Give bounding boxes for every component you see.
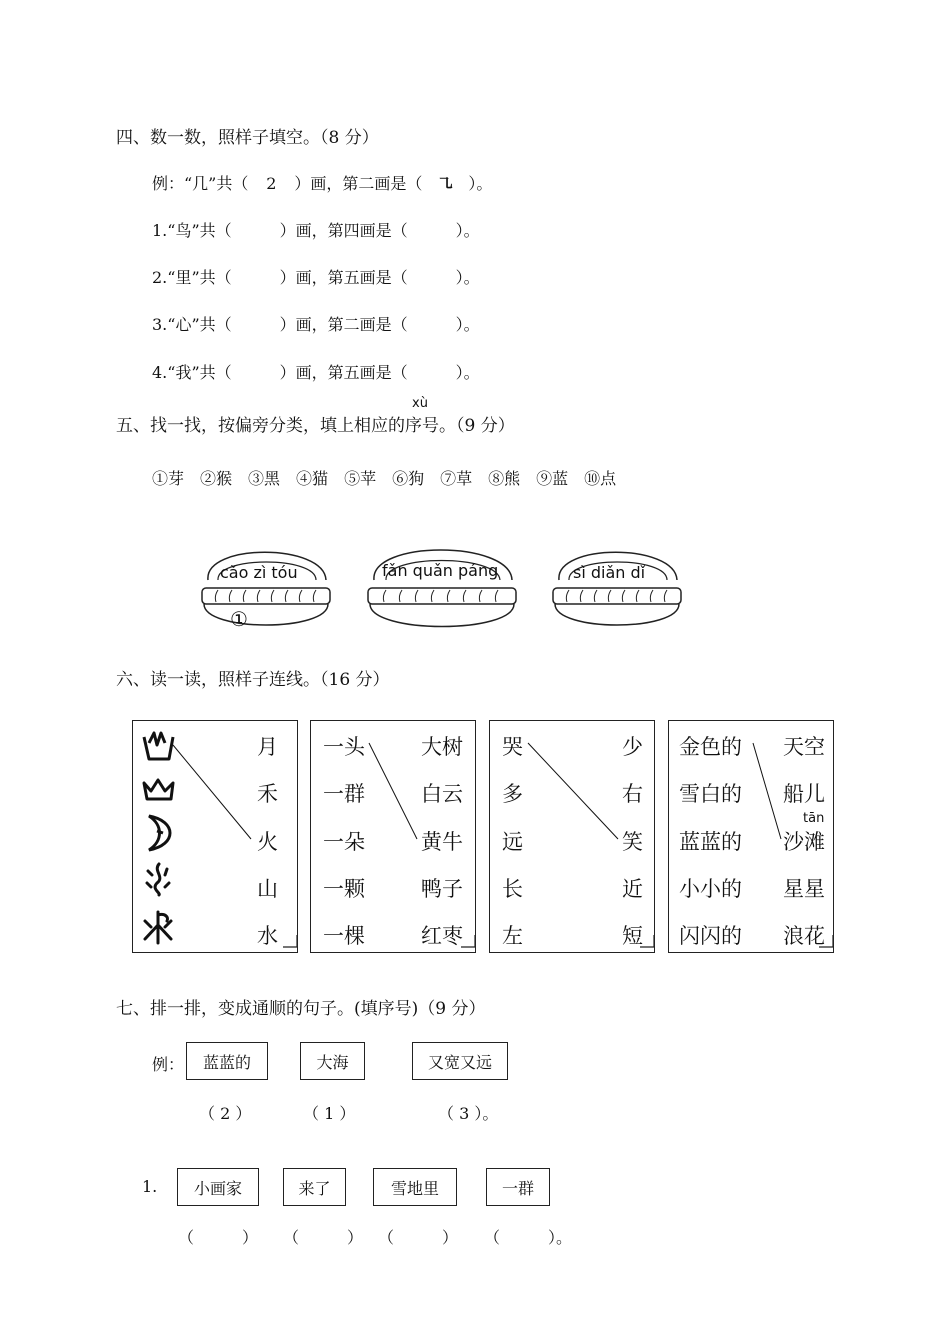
- word-card: 大海: [300, 1042, 365, 1080]
- match-left-word[interactable]: 一棵: [323, 924, 365, 948]
- match-panel-opposites: [489, 720, 655, 953]
- match-left-word[interactable]: 小小的: [679, 877, 742, 901]
- match-left-word[interactable]: 一头: [323, 735, 365, 759]
- pinyin-ruby: xù: [412, 396, 428, 411]
- match-right-word[interactable]: 禾: [257, 782, 278, 806]
- match-left-word[interactable]: 长: [502, 877, 523, 901]
- match-right-word[interactable]: 山: [257, 877, 278, 901]
- example-end: ）。: [468, 174, 493, 193]
- basket-icon: [547, 538, 687, 638]
- question-number: 1.: [142, 1177, 158, 1196]
- match-left-word[interactable]: 左: [502, 924, 523, 948]
- match-left-word[interactable]: 闪闪的: [679, 924, 742, 948]
- word-card: 一群: [486, 1168, 550, 1206]
- match-right-word[interactable]: 鸭子: [421, 877, 463, 901]
- match-right-word[interactable]: 笑: [622, 830, 643, 854]
- word-card: 来了: [283, 1168, 346, 1206]
- char-option: ⑦草: [440, 469, 473, 488]
- answer-blank[interactable]: （ ）: [283, 1228, 364, 1247]
- example-mid: ）画，第二画是（: [294, 174, 423, 193]
- match-right-word[interactable]: 火: [257, 830, 278, 854]
- answer-blank[interactable]: （ ）: [178, 1228, 259, 1247]
- answer-blank[interactable]: （ ）: [378, 1228, 459, 1247]
- match-left-word[interactable]: 一群: [323, 782, 365, 806]
- match-right-word[interactable]: 水: [257, 924, 278, 948]
- example-connector-line: [311, 721, 477, 954]
- example-order: （ 1 ）: [303, 1104, 356, 1123]
- match-panel-glyphs: [132, 720, 298, 953]
- section4-item: 2.“里”共（ ）画，第五画是（ ）。: [152, 268, 480, 287]
- match-left-word[interactable]: 多: [502, 782, 523, 806]
- match-right-word[interactable]: 白云: [421, 782, 463, 806]
- match-right-word[interactable]: 大树: [421, 735, 463, 759]
- match-right-word[interactable]: 船儿: [783, 782, 825, 806]
- match-left-word[interactable]: 蓝蓝的: [679, 830, 742, 854]
- match-panel-measure-words: [310, 720, 476, 953]
- match-left-word[interactable]: 远: [502, 830, 523, 854]
- example-order: （ 2 ）: [199, 1104, 252, 1123]
- match-left-word[interactable]: 金色的: [679, 735, 742, 759]
- section5-title: 五、找一找，按偏旁分类，填上相应的序号。（9 分）: [116, 416, 515, 436]
- basket-answer: ①: [230, 607, 248, 631]
- char-option: ③黑: [248, 469, 281, 488]
- match-left-word[interactable]: 一朵: [323, 830, 365, 854]
- match-right-word[interactable]: 近: [622, 877, 643, 901]
- char-option: ①芽: [152, 469, 185, 488]
- example-connector-line: [133, 721, 299, 954]
- char-option: ⑩点: [584, 469, 617, 488]
- match-right-word[interactable]: 短: [622, 924, 643, 948]
- example-prefix: 例：“几”共（: [152, 174, 249, 193]
- section4-title: 四、数一数，照样子填空。（8 分）: [116, 128, 379, 148]
- match-right-word[interactable]: 沙滩: [783, 830, 825, 854]
- example-label: 例：: [152, 1055, 185, 1074]
- basket-label: fǎn quǎn páng: [382, 561, 499, 580]
- match-right-word[interactable]: 星星: [783, 877, 825, 901]
- basket-label: sì diǎn dǐ: [573, 563, 646, 582]
- basket-icon: [362, 536, 522, 636]
- basket-icon: [196, 538, 336, 638]
- example-order: （ 3 ）。: [438, 1104, 499, 1123]
- match-right-word[interactable]: 月: [257, 735, 278, 759]
- basket-label: cǎo zì tóu: [220, 563, 298, 582]
- example-stroke: ㇈: [437, 174, 454, 193]
- char-option: ⑧熊: [488, 469, 521, 488]
- char-option: ⑤苹: [344, 469, 377, 488]
- match-left-word[interactable]: 哭: [502, 735, 523, 759]
- section4-item: 1.“鸟”共（ ）画，第四画是（ ）。: [152, 221, 480, 240]
- char-option: ⑨蓝: [536, 469, 569, 488]
- char-option: ⑥狗: [392, 469, 425, 488]
- match-left-word[interactable]: 雪白的: [679, 782, 742, 806]
- match-right-word[interactable]: 浪花: [783, 924, 825, 948]
- section7-title: 七、排一排，变成通顺的句子。(填序号)（9 分）: [116, 999, 486, 1019]
- char-option: ④猫: [296, 469, 329, 488]
- match-right-word[interactable]: 少: [622, 735, 643, 759]
- match-right-word[interactable]: 右: [622, 782, 643, 806]
- word-card: 雪地里: [373, 1168, 457, 1206]
- answer-blank[interactable]: （ ）。: [484, 1228, 573, 1247]
- section4-item: 4.“我”共（ ）画，第五画是（ ）。: [152, 363, 480, 382]
- match-left-word[interactable]: 一颗: [323, 877, 365, 901]
- example-connector-line: [669, 721, 835, 954]
- section6-title: 六、读一读，照样子连线。（16 分）: [116, 670, 390, 690]
- example-connector-line: [490, 721, 656, 954]
- pinyin-ruby: tān: [803, 811, 825, 826]
- section4-example: [152, 171, 492, 194]
- char-option: ②猴: [200, 469, 233, 488]
- char-options: [152, 466, 616, 489]
- match-right-word[interactable]: 天空: [783, 735, 825, 759]
- word-card: 又宽又远: [412, 1042, 508, 1080]
- match-right-word[interactable]: 黄牛: [421, 830, 463, 854]
- match-panel-adjectives: [668, 720, 834, 953]
- match-right-word[interactable]: 红枣: [421, 924, 463, 948]
- word-card: 小画家: [177, 1168, 259, 1206]
- section4-item: 3.“心”共（ ）画，第二画是（ ）。: [152, 315, 480, 334]
- example-count: 2: [266, 174, 277, 193]
- word-card: 蓝蓝的: [186, 1042, 268, 1080]
